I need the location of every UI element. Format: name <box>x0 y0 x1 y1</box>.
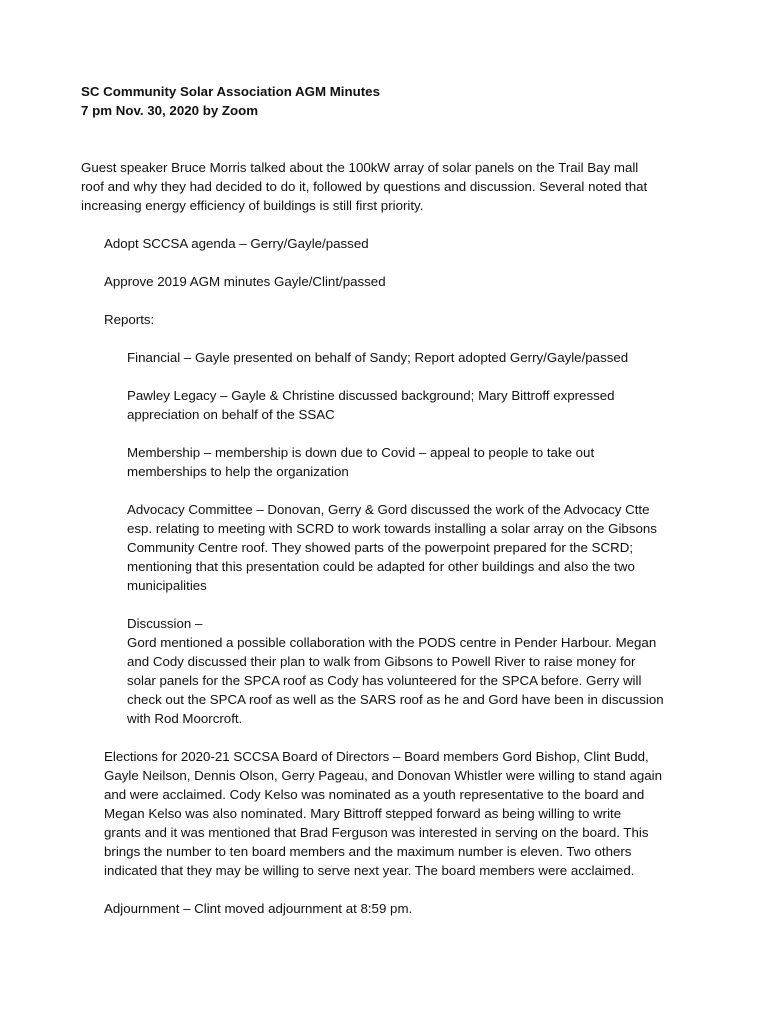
report-advocacy: Advocacy Committee – Donovan, Gerry & Gord discussed the work of the Advocacy Ctte esp. relating to meeting with SCRD to work towards installing a solar array on the Gibsons Community Centre roof. They showed parts of the powerpoint prepared for the SCRD; mentioning that this presentation could be adapted for other buildings and also the two municipalities <box>127 502 657 593</box>
reports-heading: Reports: <box>104 312 155 327</box>
discussion-heading: Discussion – <box>127 616 203 631</box>
report-financial: Financial – Gayle presented on behalf of Sandy; Report adopted Gerry/Gayle/passed <box>127 350 629 365</box>
adjournment-item: Adjournment – Clint moved adjournment at 8:59 pm. <box>104 901 413 916</box>
minutes-item: Approve 2019 AGM minutes Gayle/Clint/passed <box>104 274 386 289</box>
report-pawley-legacy: Pawley Legacy – Gayle & Christine discussed background; Mary Bittroff expressed appreciation on behalf of the SSAC <box>127 388 615 422</box>
document-subtitle: 7 pm Nov. 30, 2020 by Zoom <box>81 103 259 118</box>
elections-paragraph: Elections for 2020-21 SCCSA Board of Directors – Board members Gord Bishop, Clint Budd, Gayle Neilson, Dennis Olson, Gerry Pageau, and Donovan Whistler were willing to stand again and were acclaimed. Cody Kelso was nominated as a youth representative to the board and Megan Kelso was also nominated. Mary Bittroff stepped forward as being willing to write grants and it was mentioned that Brad Ferguson was interested in serving on the board. This brings the number to ten board members and the maximum number is eleven. Two others indicated that they may be willing to serve next year. The board members were acclaimed. <box>104 749 663 878</box>
report-membership: Membership – membership is down due to Covid – appeal to people to take out memberships to help the organization <box>127 445 595 479</box>
agenda-item: Adopt SCCSA agenda – Gerry/Gayle/passed <box>104 236 369 251</box>
document-title: SC Community Solar Association AGM Minutes <box>81 84 380 99</box>
minutes-body <box>81 82 693 937</box>
discussion-paragraph: Gord mentioned a possible collaboration with the PODS centre in Pender Harbour. Megan and Cody discussed their plan to walk from Gibsons to Powell River to raise money for solar panels for the SPCA roof as Cody has volunteered for the SPCA before. Gerry will check out the SPCA roof as well as the SARS roof as he and Gord have been in discussion with Rod Moorcroft. <box>127 635 664 726</box>
intro-paragraph: Guest speaker Bruce Morris talked about the 100kW array of solar panels on the Trail Bay mall roof and why they had decided to do it, followed by questions and discussion. Several noted that increasing energy efficiency of buildings is still first priority. <box>81 160 648 213</box>
